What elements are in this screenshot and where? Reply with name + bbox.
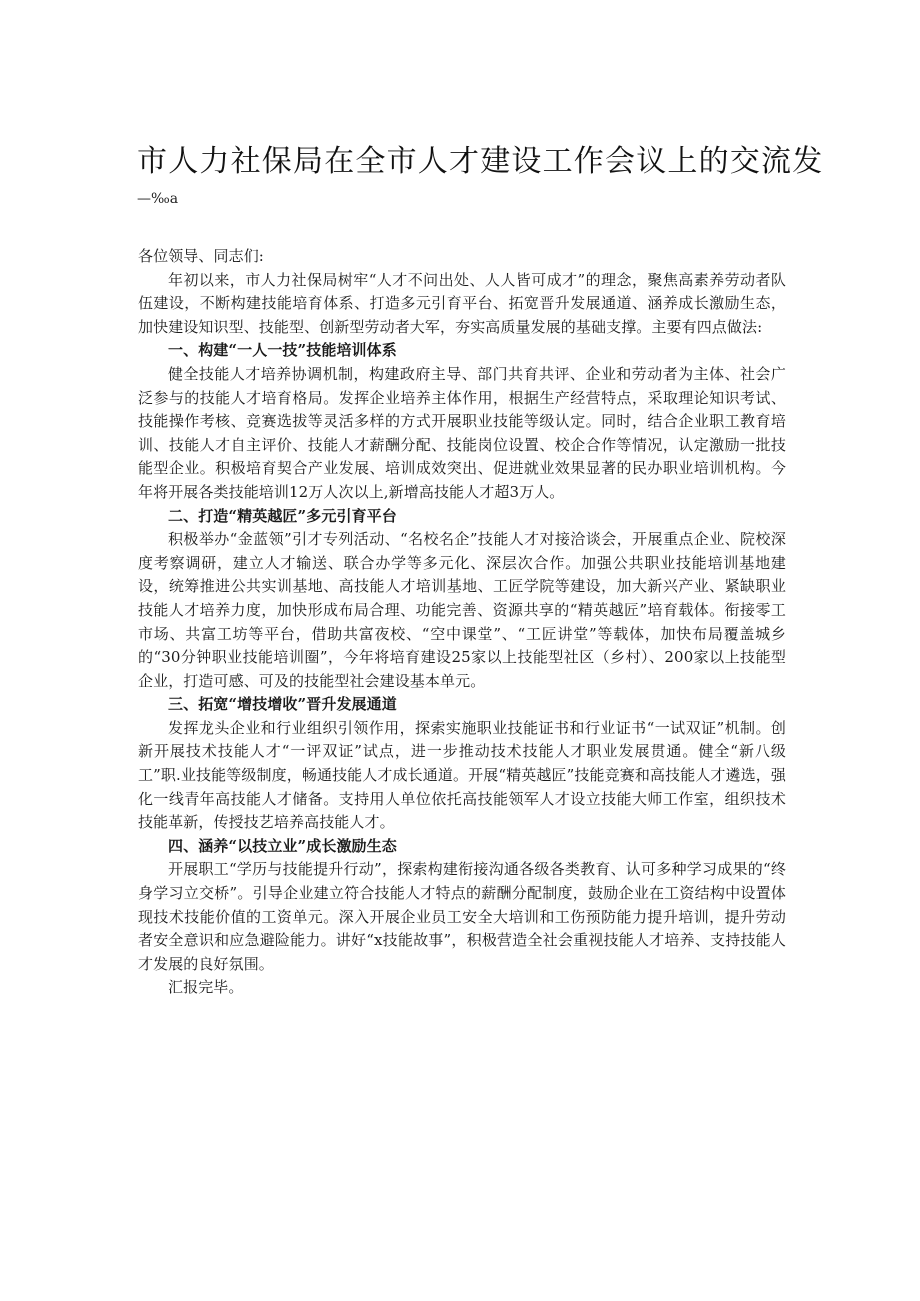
salutation: 各位领导、同志们: [138,247,264,265]
document-body [138,245,786,1000]
section-body-1: 健全技能人才培养协调机制，构建政府主导、部门共育共评、企业和劳动者为主体、社会广泛参与的技能人才培育格局。发挥企业培养主体作用，根据生产经营特点，采取理论知识考试、技能操作考核、竞赛选拔等灵活多样的方式开展职业技能等级认定。同时，结合企业职工教育培训、技能人才自主评价、技能人才薪酬分配、技能岗位设置、校企合作等情况，认定激励一批技能型企业。积极培育契合产业发展、培训成效突出、促进就业效果显著的民办职业培训机构。今年将开展各类技能培训12万人次以上,新增高技能人才超3万人。 [138,364,786,501]
section-heading-3: 三、拓宽“增技增收”晋升发展通道 [168,695,397,714]
section-heading-4: 四、涵养“以技立业”成长激励生态 [168,836,397,855]
section-body-4: 开展职工“学历与技能提升行动”，探索构建衔接沟通各级各类教育、认可多种学习成果的“终身学习立交桥”。引导企业建立符合技能人才特点的薪酬分配制度，鼓励企业在工资结构中设置体现技术技能价值的工资单元。深入开展企业员工安全大培训和工伤预防能力提升培训，提升劳动者安全意识和应急避险能力。讲好“x技能故事”，积极营造全社会重视技能人才培养、支持技能人才发展的良好氛围。 [138,860,786,973]
closing-line: 汇报完毕。 [168,978,244,997]
section-heading-1: 一、构建“一人一技”技能培训体系 [168,341,397,360]
section-heading-2: 二、打造“精英越匠”多元引育平台 [168,506,397,525]
section-body-2: 积极举办“金蓝领”引才专列活动、“名校名企”技能人才对接洽谈会，开展重点企业、院校深度考察调研，建立人才输送、联合办学等多元化、深层次合作。加强公共职业技能培训基地建设，统筹推进公共实训基地、高技能人才培训基地、工匠学院等建设，加大新兴产业、紧缺职业技能人才培养力度，加快形成布局合理、功能完善、资源共享的“精英越匠”培育载体。衔接零工市场、共富工坊等平台，借助共富夜校、“空中课堂”、“工匠讲堂”等载体，加快布局覆盖城乡的“30分钟职业技能培训圈”，今年将培育建设25家以上技能型社区（乡村）、200家以上技能型企业，打造可感、可及的技能型社会建设基本单元。 [138,530,786,690]
section-body-3: 发挥龙头企业和行业组织引领作用，探索实施职业技能证书和行业证书“一试双证”机制。创新开展技术技能人才“一评双证”试点，进一步推动技术技能人才职业发展贯通。健全“新八级工”职.业技能等级制度，畅通技能人才成长通道。开展“精英越匠”技能竞赛和高技能人才遴选，强化一线青年高技能人才储备。支持用人单位依托高技能领军人才设立技能大师工作室，组织技术技能革新，传授技艺培养高技能人才。 [138,718,786,832]
document-subtitle: —‰a [137,191,179,207]
intro-paragraph: 年初以来，市人力社保局树牢“人才不问出处、人人皆可成才”的理念，聚焦高素养劳动者队伍建设，不断构建技能培育体系、打造多元引育平台、拓宽晋升发展通道、涵养成长激励生态，加快建设知识型、技能型、创新型劳动者大军，夯实高质量发展的基础支撑。主要有四点做法: [138,270,786,336]
document-title: 市人力社保局在全市人才建设工作会议上的交流发 [137,144,824,179]
